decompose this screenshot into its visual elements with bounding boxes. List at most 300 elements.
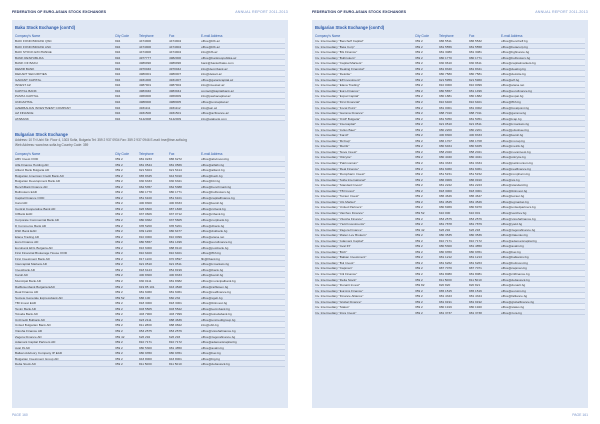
fax-cell: 981 0002: [469, 105, 482, 110]
company-name-cell: Inv. Intermediary "Euroins Finance": [315, 288, 364, 293]
city-code-cell: 994: [115, 94, 121, 99]
company-name-cell: Bulbrokers EAD: [15, 190, 38, 195]
telephone-cell: 986 0909: [439, 177, 452, 182]
email-cell: office@tokudabank.bg: [201, 312, 232, 317]
email-cell: office@metrik.bg: [501, 144, 525, 149]
fax-cell: 810 7172: [469, 238, 482, 243]
email-cell: office@big.bg: [201, 356, 220, 361]
city-code-cell: 359 2: [415, 138, 423, 143]
fax-cell: 811 5010: [469, 277, 482, 282]
company-name-cell: Inv. Intermediary "Balkan Investment": [315, 255, 367, 260]
company-name-cell: Inv. Intermediary "BAC": [315, 249, 348, 254]
fax-cell: 4474904: [169, 39, 182, 43]
email-cell: office@icmarkets.bg: [501, 122, 530, 127]
fax-cell: 400 8333: [169, 201, 182, 206]
city-code-cell: 359 2: [415, 266, 423, 271]
company-name-cell: Inv. Intermediary "Bul Invest": [315, 260, 355, 265]
city-code-cell: 359 2: [415, 194, 423, 199]
company-name-cell: Inv. Intermediary "BG Finance": [315, 50, 358, 55]
fax-cell: 986 4647: [469, 194, 482, 199]
fax-cell: 951 5152: [469, 172, 482, 177]
column-header: Telephone: [139, 33, 154, 38]
table-body: [15, 156, 285, 367]
company-name-cell: AZERBAIJAN INVESTMENT COMPANY: [15, 105, 72, 110]
company-name-cell: Inv. Intermediary "Deloitte": [315, 72, 352, 77]
company-name-cell: Bulgarian American Credit Bank AD: [15, 173, 64, 178]
company-name-cell: Investbank AD: [15, 267, 35, 272]
telephone-cell: 939 1220: [139, 229, 152, 234]
fax-cell: 962 5388: [169, 184, 182, 189]
company-name-cell: Balkan Advisory Company IP EAD: [15, 351, 63, 356]
bulgarian-address-line-2: Web Address: www.bse-sofia.bg Country Code: 359: [15, 143, 89, 147]
city-code-cell: 359 2: [115, 256, 123, 261]
header-report-title: ANNUAL REPORT 2011-2013: [235, 10, 288, 14]
email-cell: office@mccap.bg: [501, 138, 525, 143]
company-name-cell: Texim Bank AD: [15, 306, 36, 311]
column-header: Company's Name: [315, 33, 341, 38]
company-name-cell: Inv. Intermediary "Patrimonium": [315, 161, 359, 166]
telephone-cell: 981 0001: [439, 105, 452, 110]
city-code-cell: 994: [115, 105, 121, 110]
company-name-cell: Inv. Intermediary "United Partners": [315, 205, 363, 210]
fax-cell: 980 3536: [469, 233, 482, 238]
fax-cell: 980 2201: [469, 127, 482, 132]
column-header: City Code: [115, 151, 129, 156]
fax-cell: 986 1708: [469, 138, 482, 143]
email-cell: office@ugmarket.bg: [501, 199, 529, 204]
fax-cell: 403 7999: [169, 312, 182, 317]
telephone-cell: 980 1919: [439, 305, 452, 310]
email-cell: office@bulbrokers.bg: [501, 55, 531, 60]
email-cell: office@adamantcapital.bg: [201, 340, 237, 345]
email-cell: office@bencheff.bg: [501, 39, 528, 43]
telephone-cell: 403 7900: [139, 312, 152, 317]
telephone-cell: 4931000: [139, 77, 152, 82]
header-report-title: ANNUAL REPORT 2011-2013: [535, 10, 588, 14]
fax-cell: 944 5010: [169, 173, 182, 178]
email-cell: office@juliusbaer.bg: [501, 127, 529, 132]
fax-cell: 626 293: [169, 334, 181, 339]
section-title-baku-cont: Baku Stock Exchange (cont'd): [15, 25, 76, 30]
email-cell: office@postbank.bg: [201, 245, 229, 250]
company-name-cell: Inv. Intermediary "Dealing Financial": [315, 66, 365, 71]
company-name-cell: Inv. Intermediary "Gamma Finance": [315, 111, 364, 116]
email-cell: office@dskbank.bg: [201, 229, 228, 234]
city-code-cell: 359 2: [415, 39, 423, 43]
company-name-cell: Inv. Intermediary "Finance Alliance": [315, 294, 364, 299]
email-cell: office@garantcapital.az: [201, 77, 234, 82]
page-number-right: PAGE 161: [572, 413, 588, 417]
telephone-cell: 921 0510: [139, 262, 152, 267]
city-code-cell: 359 2: [415, 144, 423, 149]
telephone-cell: 686 100: [139, 295, 151, 300]
telephone-cell: 810 0000: [139, 234, 152, 239]
telephone-cell: 981 4545: [439, 199, 452, 204]
email-cell: office@realfinance.bg: [501, 166, 531, 171]
company-name-cell: BANK OF BAKU: [15, 61, 38, 66]
company-name-cell: Inv. Intermediary "Adamant Capital": [315, 238, 364, 243]
city-code-cell: 359 2: [415, 222, 423, 227]
email-cell: office@avalin.bg: [201, 345, 224, 350]
email-cell: office@gamma.bg: [501, 111, 527, 116]
table-body: [15, 38, 285, 121]
company-name-cell: Inv. Intermediary "Sofia International": [315, 177, 366, 182]
email-cell: office@bacb.bg: [201, 173, 223, 178]
email-cell: office@patrimonium.bg: [501, 161, 533, 166]
telephone-cell: 4988000: [139, 100, 152, 105]
company-name-cell: Inv. Intermediary "Julius Baer": [315, 127, 357, 132]
email-cell: fib@fibank.bg: [201, 256, 220, 261]
company-name-cell: Inv. Intermediary "Global Finance": [315, 299, 362, 304]
city-code-cell: 359 2: [415, 294, 423, 299]
telephone-cell: 981 9191: [439, 299, 452, 304]
fax-cell: 981 8341: [469, 66, 482, 71]
city-code-cell: 359 2: [415, 161, 423, 166]
email-cell: office@teximbank.bg: [201, 306, 230, 311]
column-header: E-mail Address: [501, 33, 523, 38]
fax-cell: 981 2223: [469, 183, 482, 188]
telephone-cell: 981 3333: [439, 161, 452, 166]
city-code-cell: 359 2: [415, 133, 423, 138]
telephone-cell: 4983040: [139, 88, 152, 93]
company-name-cell: Vitosha Finance AD: [15, 328, 43, 333]
email-cell: office@otkrytie.bg: [501, 155, 526, 160]
telephone-cell: 816 6000: [139, 245, 152, 250]
telephone-cell: 981 6060: [439, 166, 452, 171]
city-code-cell: 359 2: [115, 251, 123, 256]
fax-cell: 981 3334: [469, 161, 482, 166]
email-cell: office@ffbh.bg: [501, 100, 521, 105]
table-row: [15, 361, 285, 367]
city-code-cell: 359 2: [415, 44, 423, 49]
email-cell: info@bfb.az: [201, 50, 218, 55]
company-name-cell: Inv. Intermediary "First Financial": [315, 100, 361, 105]
fax-cell: 986 0910: [469, 177, 482, 182]
telephone-cell: 981 1212: [439, 255, 452, 260]
telephone-cell: 811 5000: [139, 362, 152, 367]
bulgarian-members-table: [15, 150, 285, 367]
fax-cell: 660 232: [169, 295, 181, 300]
company-name-cell: Inv. Intermediary "Nova Invest": [315, 149, 358, 154]
fax-cell: 4474904: [169, 44, 182, 49]
email-cell: office@bac.bg: [201, 351, 221, 356]
email-cell: office@azfinance.az: [201, 111, 229, 116]
fax-cell: 610 001: [469, 210, 481, 215]
company-name-cell: Inv. Intermediary "Metrik": [315, 144, 350, 149]
city-code-cell: 359 2: [415, 55, 423, 60]
city-code-cell: 359 2: [415, 271, 423, 276]
telephone-cell: 981 6060: [139, 290, 152, 295]
email-cell: office@vitoshafinance.bg: [201, 328, 236, 333]
telephone-cell: 981 0233: [139, 157, 152, 161]
city-code-cell: 359 2: [115, 262, 123, 267]
city-code-cell: 359 2: [415, 244, 423, 249]
city-code-cell: 359 2: [415, 105, 423, 110]
column-header: City Code: [415, 33, 429, 38]
telephone-cell: 980 5657: [139, 240, 152, 245]
email-cell: office@abvinvest.bg: [201, 157, 229, 161]
telephone-cell: 4474900: [139, 39, 152, 43]
fax-cell: 930 9611: [469, 61, 482, 66]
fax-cell: 943 4528: [169, 284, 182, 289]
telephone-cell: 980 3535: [439, 233, 452, 238]
email-cell: office@sgeb.bg: [201, 295, 223, 300]
fax-cell: 4980007: [169, 72, 182, 77]
fax-cell: 943 8001: [169, 356, 182, 361]
city-code-cell: 994: [115, 116, 121, 121]
company-name-cell: Inv. Intermediary "Status": [315, 305, 350, 310]
company-name-cell: Intercapital Markets AD: [15, 262, 47, 267]
telephone-cell: 930 6333: [139, 179, 152, 184]
telephone-cell: 953 2575: [139, 328, 152, 333]
telephone-cell: 817 1100: [139, 256, 152, 261]
column-header: City Code: [115, 33, 129, 38]
company-name-cell: DEKART SECURITIES: [15, 72, 47, 77]
email-cell: info@atabank.com: [201, 116, 227, 121]
city-code-cell: 359 2: [415, 172, 423, 177]
telephone-cell: 980 4040: [439, 155, 452, 160]
company-name-cell: Delta Stock AD: [15, 362, 36, 367]
company-name-cell: First Investment Bank AD: [15, 256, 50, 261]
fax-cell: 937 5605: [169, 218, 182, 223]
email-cell: info@investaz.az: [201, 83, 225, 88]
telephone-cell: 818 3000: [139, 301, 152, 306]
city-code-cell: 359 2: [415, 249, 423, 254]
fax-cell: 820 821: [469, 283, 481, 288]
telephone-cell: 943 8000: [139, 356, 152, 361]
company-name-cell: ABV Invest OOD: [15, 157, 39, 161]
fax-cell: 810 0099: [469, 83, 482, 88]
telephone-cell: 626 292: [139, 334, 151, 339]
company-name-cell: Inv. Intermediary "ICAP Bulgaria": [315, 116, 361, 121]
city-code-cell: 359 2: [115, 173, 123, 178]
fax-cell: 4931112: [169, 105, 181, 110]
telephone-cell: 981 2222: [439, 183, 452, 188]
city-code-cell: 359 2: [415, 255, 423, 260]
company-name-cell: Inv. Intermediary "Expat Capital": [315, 94, 360, 99]
fax-cell: 4989996: [169, 61, 182, 66]
company-name-cell: Inv. Intermediary "Rompharm Invest": [315, 172, 366, 177]
city-code-cell: 359 2: [115, 351, 123, 356]
city-code-cell: 359 2: [415, 188, 423, 193]
telephone-cell: 923 2111: [139, 317, 152, 322]
city-code-cell: 359 2: [115, 229, 123, 234]
city-code-cell: 359 2: [415, 94, 423, 99]
fax-cell: 981 7879: [469, 222, 482, 227]
email-cell: office@focalpoint.bg: [501, 105, 530, 110]
email-cell: office@deloitte.bg: [501, 72, 526, 77]
telephone-cell: 818 6123: [139, 267, 152, 272]
telephone-cell: 986 1707: [439, 138, 452, 143]
fax-cell: 4983044: [169, 88, 182, 93]
fax-cell: 818 3001: [469, 188, 482, 193]
company-name-cell: PASHA CAPITAL: [15, 94, 39, 99]
fax-cell: 965 1516: [469, 288, 482, 293]
telephone-cell: 4474900: [139, 50, 152, 55]
telephone-cell: 818 3000: [439, 188, 452, 193]
company-name-cell: Inv. Intermediary "Yield Investments": [315, 222, 366, 227]
fax-cell: 626 293: [469, 227, 481, 232]
company-name-cell: INVEST AZ: [15, 83, 31, 88]
city-code-cell: 359 2: [415, 50, 423, 55]
telephone-cell: 980 6464: [439, 144, 452, 149]
fax-cell: 810 0099: [169, 234, 182, 239]
telephone-cell: 810 6400: [139, 251, 152, 256]
company-name-cell: Inv. Intermediary "Capital Markets": [315, 61, 363, 66]
city-code-cell: 359 52: [415, 210, 425, 215]
company-name-cell: Inv. Intermediary "Delta Stock": [315, 277, 357, 282]
city-code-cell: 359 2: [115, 306, 123, 311]
company-name-cell: Inv. Intermediary "Eff Investment": [315, 77, 361, 82]
email-cell: office@karoll.bg: [201, 273, 224, 278]
email-cell: office@capitalfinance.bg: [201, 195, 235, 200]
fax-cell: 981 8382: [169, 279, 182, 284]
email-cell: office@bfb.az: [201, 44, 220, 49]
email-cell: office@alfafin.bg: [201, 162, 225, 167]
company-name-cell: TBI Invest EAD: [15, 301, 37, 306]
city-code-cell: 359 2: [115, 356, 123, 361]
bulgarian-members-table-cont: [315, 32, 585, 315]
fax-cell: 4931501: [169, 111, 182, 116]
right-page: [300, 0, 600, 424]
email-cell: office@bulbrokers.bg: [201, 190, 231, 195]
city-code-cell: 359 2: [115, 273, 123, 278]
telephone-cell: 980 1881: [439, 94, 452, 99]
telephone-cell: 981 7878: [439, 222, 452, 227]
telephone-cell: 981 3080: [439, 50, 452, 55]
company-name-cell: Capital Finance OOD: [15, 195, 45, 200]
company-name-cell: Allianz Bank Bulgaria AD: [15, 168, 50, 173]
city-code-cell: 359 2: [415, 299, 423, 304]
telephone-cell: 981 6262: [439, 260, 452, 265]
city-code-cell: 359 2: [115, 267, 123, 272]
telephone-cell: 965 1515: [439, 288, 452, 293]
fax-cell: 4988005: [169, 100, 182, 105]
email-cell: office@bulinvest.bg: [501, 260, 528, 265]
city-code-cell: 994: [115, 66, 121, 71]
email-cell: office@euroins.bg: [501, 288, 526, 293]
fax-cell: 981 6061: [469, 166, 482, 171]
email-cell: office@dunarit.bg: [501, 283, 526, 288]
city-code-cell: 359 2: [415, 83, 423, 88]
email-cell: office@cibank.bg: [201, 212, 225, 217]
company-name-cell: Societe Generale Expressbank AD: [15, 295, 63, 300]
left-content-sheet: [12, 20, 288, 408]
company-name-cell: Eurobank EFG Bulgaria AD: [15, 245, 53, 250]
table-row: [15, 116, 285, 122]
telephone-cell: 981 3737: [439, 310, 452, 315]
city-code-cell: 359 42: [415, 227, 425, 232]
email-cell: office@citifinance.bg: [501, 271, 530, 276]
city-code-cell: 359 2: [415, 88, 423, 93]
company-name-cell: Bulgarian Development Bank AD: [15, 179, 61, 184]
telephone-cell: 811 5000: [439, 277, 452, 282]
company-name-cell: Euro Finance AD: [15, 240, 39, 245]
city-code-cell: 359 2: [115, 168, 123, 173]
company-name-cell: BAKI FOND BIRJASI ASC: [15, 44, 52, 49]
bulgarian-address-line-1: Address: 10 Tri Ushi Str. Floor 4, 1303 Sofia, Bulgaria Tel: 359 2 937 0934 Fax: 359 2 937 0946 E-mail: bse@bse-sofia.bg: [15, 138, 188, 142]
company-name-cell: Zagora Finance AD: [15, 334, 42, 339]
email-cell: office@bfb.az: [201, 39, 220, 43]
right-page-header: [312, 8, 588, 18]
telephone-cell: 926 6600: [139, 206, 152, 211]
fax-cell: 811 5010: [169, 362, 182, 367]
telephone-cell: 5142008: [139, 116, 152, 121]
company-name-cell: Inv. Intermediary "Tezaur Invest": [315, 194, 360, 199]
city-code-cell: 994: [115, 100, 121, 105]
company-name-cell: Inv. Intermediary "Zagora Finance": [315, 227, 363, 232]
fax-cell: 921 0511: [469, 122, 482, 127]
column-header: Fax: [169, 33, 175, 38]
email-cell: office@icmarkets.bg: [201, 262, 230, 267]
city-code-cell: 994: [115, 39, 121, 43]
telephone-cell: 4977777: [139, 55, 152, 60]
telephone-cell: 980 9350: [439, 249, 452, 254]
fax-cell: 958 2021: [469, 149, 482, 154]
city-code-cell: 359 2: [115, 290, 123, 295]
fax-cell: 935 5201: [169, 223, 182, 228]
city-code-cell: 359 2: [415, 72, 423, 77]
fax-cell: 980 7581: [469, 72, 482, 77]
fax-cell: 988 7011: [469, 111, 482, 116]
company-name-cell: Adamant Capital Partners AD: [15, 340, 56, 345]
email-cell: office@tbiinvest.bg: [201, 301, 228, 306]
telephone-cell: 400 8300: [139, 201, 152, 206]
city-code-cell: 359 2: [415, 61, 423, 66]
city-code-cell: 359 52: [115, 295, 125, 300]
telephone-cell: 981 5050: [439, 116, 452, 121]
email-cell: office@unitedpartners.bg: [501, 205, 536, 210]
telephone-cell: 810 6400: [439, 100, 452, 105]
company-name-cell: Alfa Finance Holding AD: [15, 162, 49, 167]
fax-cell: 981 4850: [169, 345, 182, 350]
city-code-cell: 359 2: [415, 155, 423, 160]
email-cell: office@elana.net: [501, 83, 525, 88]
fax-cell: 810 7172: [169, 340, 182, 345]
city-code-cell: 359 2: [415, 77, 423, 82]
telephone-cell: 903 5505: [139, 306, 152, 311]
company-name-cell: Inv. Intermediary "Beta Corp": [315, 44, 355, 49]
city-code-cell: 359 2: [415, 66, 423, 71]
city-code-cell: 359 2: [115, 218, 123, 223]
telephone-cell: 980 9362: [139, 218, 152, 223]
email-cell: office@realfinance.bg: [201, 290, 231, 295]
company-name-cell: KAPITAL BANK: [15, 88, 37, 93]
column-header: E-mail Address: [201, 151, 223, 156]
fax-cell: 4982000: [169, 55, 182, 60]
fax-cell: 854 8199: [169, 267, 182, 272]
baku-members-table: [15, 32, 285, 121]
fax-cell: 980 6465: [469, 144, 482, 149]
email-cell: office@tbiinvest.bg: [501, 188, 528, 193]
fax-cell: 980 6477: [169, 229, 182, 234]
company-name-cell: Inv. Intermediary "Otkrytie": [315, 155, 352, 160]
fax-cell: 981 1496: [169, 240, 182, 245]
email-cell: office@bgfinance.bg: [501, 50, 530, 55]
page-number-left: PAGE 160: [12, 413, 28, 417]
email-cell: office@unicreditgroup.bg: [201, 317, 236, 322]
header-organization: FEDERATION OF EURO-ASIAN STOCK EXCHANGES: [312, 10, 407, 14]
city-code-cell: 359 2: [415, 260, 423, 265]
email-cell: office@benchmark.bg: [201, 184, 232, 189]
telephone-cell: 980 5657: [439, 88, 452, 93]
column-header: Fax: [469, 33, 475, 38]
telephone-cell: 4987901: [139, 83, 152, 88]
email-cell: office@icap.bg: [501, 116, 522, 121]
telephone-cell: 610 000: [439, 210, 451, 215]
company-name-cell: Inv. Intermediary "TBI Invest": [315, 188, 355, 193]
city-code-cell: 359 2: [415, 122, 423, 127]
